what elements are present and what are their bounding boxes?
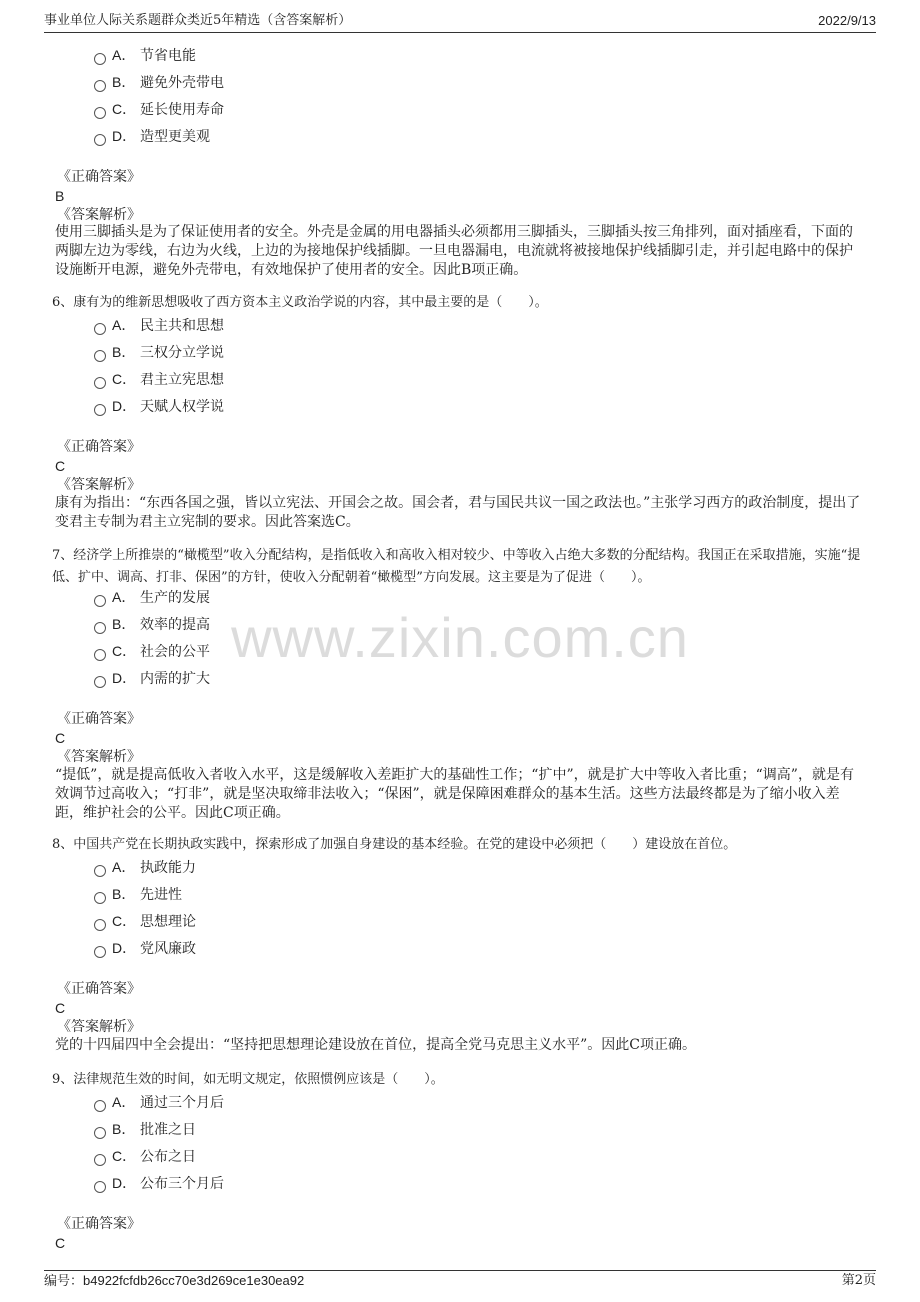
radio-icon[interactable] <box>94 676 106 688</box>
radio-icon[interactable] <box>94 865 106 877</box>
q6-option-d[interactable]: D． 天赋人权学说 <box>94 395 224 417</box>
q8-explain-label: 《答案解析》 <box>57 1019 141 1035</box>
radio-icon[interactable] <box>94 323 106 335</box>
radio-icon[interactable] <box>94 80 106 92</box>
q9-option-a[interactable]: A． 通过三个月后 <box>94 1091 224 1113</box>
q9-stem: 9、法律规范生效的时间，如无明文规定，依照惯例应该是（ ）。 <box>52 1072 444 1087</box>
page-number: 第2页 <box>841 1273 876 1288</box>
q7-explain-label: 《答案解析》 <box>57 749 141 765</box>
q7-option-c[interactable]: C． 社会的公平 <box>94 640 210 662</box>
radio-icon[interactable] <box>94 649 106 661</box>
q7-option-d[interactable]: D． 内需的扩大 <box>94 667 210 689</box>
q5-explanation: 使用三脚插头是为了保证使用者的安全。外壳是金属的用电器插头必须都用三脚插头，三脚插头按三角排列，面对插座看，下面的两脚左边为零线，右边为火线，上边的为接地保护线插脚。一旦电器漏电，电流就将被接地保护线插脚引走，并引起电路中的保护设施断开电源，避免外壳带电，有效地保护了使用者的安全。因此B项正确。 <box>55 224 853 278</box>
radio-icon[interactable] <box>94 1100 106 1112</box>
q8-answer-label: 《正确答案》 <box>57 981 141 997</box>
q7-option-b[interactable]: B． 效率的提高 <box>94 613 210 635</box>
watermark: www.zixin.com.cn <box>231 606 689 669</box>
q9-answer: C <box>55 1235 66 1251</box>
q7-answer: C <box>55 730 66 746</box>
q7-option-a[interactable]: A． 生产的发展 <box>94 586 210 608</box>
q8-option-b[interactable]: B． 先进性 <box>94 883 182 905</box>
page-header <box>44 12 876 33</box>
page-footer <box>44 1270 876 1293</box>
q5-option-a[interactable]: A． 节省电能 <box>94 44 196 66</box>
radio-icon[interactable] <box>94 919 106 931</box>
radio-icon[interactable] <box>94 1181 106 1193</box>
radio-icon[interactable] <box>94 53 106 65</box>
radio-icon[interactable] <box>94 134 106 146</box>
q8-stem: 8、中国共产党在长期执政实践中，探索形成了加强自身建设的基本经验。在党的建设中必须把（ ）建设放在首位。 <box>52 837 737 852</box>
q8-option-a[interactable]: A． 执政能力 <box>94 856 196 878</box>
radio-icon[interactable] <box>94 1154 106 1166</box>
radio-icon[interactable] <box>94 595 106 607</box>
document-code: 编号：b4922fcfdb26cc70e3d269ce1e30ea92 <box>44 1273 305 1289</box>
q7-explanation: “提低”，就是提高低收入者收入水平，这是缓解收入差距扩大的基础性工作；“扩中”，就是扩大中等收入者比重；“调高”，就是有效调节过高收入；“打非”，就是坚决取缔非法收入；“保困”，就是保障困难群众的基本生活。这些方法最终都是为了缩小收入差距，维护社会的公平。因此C项正确。 <box>55 767 854 821</box>
q8-option-d[interactable]: D． 党风廉政 <box>94 937 196 959</box>
document-date: 2022/9/13 <box>818 13 876 28</box>
q5-answer: B <box>55 188 65 204</box>
q6-explanation: 康有为指出：“东西各国之强，皆以立宪法、开国会之故。国会者，君与国民共议一国之政法也。”主张学习西方的政治制度，提出了变君主专制为君主立宪制的要求。因此答案选C。 <box>55 495 861 530</box>
q5-explain-label: 《答案解析》 <box>57 207 141 223</box>
radio-icon[interactable] <box>94 350 106 362</box>
q5-answer-label: 《正确答案》 <box>57 169 141 185</box>
radio-icon[interactable] <box>94 946 106 958</box>
q6-answer: C <box>55 458 66 474</box>
radio-icon[interactable] <box>94 107 106 119</box>
q6-answer-label: 《正确答案》 <box>57 439 141 455</box>
q5-option-d[interactable]: D． 造型更美观 <box>94 125 210 147</box>
q6-option-a[interactable]: A． 民主共和思想 <box>94 314 224 336</box>
q9-option-d[interactable]: D． 公布三个月后 <box>94 1172 224 1194</box>
q6-explain-label: 《答案解析》 <box>57 477 141 493</box>
q8-explanation: 党的十四届四中全会提出：“坚持把思想理论建设放在首位，提高全党马克思主义水平”。因此C项正确。 <box>55 1037 697 1053</box>
radio-icon[interactable] <box>94 377 106 389</box>
q9-option-c[interactable]: C． 公布之日 <box>94 1145 196 1167</box>
radio-icon[interactable] <box>94 1127 106 1139</box>
q5-option-b[interactable]: B． 避免外壳带电 <box>94 71 224 93</box>
q6-stem: 6、康有为的维新思想吸收了西方资本主义政治学说的内容，其中最主要的是（ ）。 <box>52 295 548 310</box>
q9-answer-label: 《正确答案》 <box>57 1216 141 1232</box>
document-title: 事业单位人际关系题群众类近5年精选（含答案解析） <box>44 13 352 28</box>
q8-answer: C <box>55 1000 66 1016</box>
radio-icon[interactable] <box>94 404 106 416</box>
radio-icon[interactable] <box>94 892 106 904</box>
radio-icon[interactable] <box>94 622 106 634</box>
q6-option-b[interactable]: B． 三权分立学说 <box>94 341 224 363</box>
q7-answer-label: 《正确答案》 <box>57 711 141 727</box>
q8-option-c[interactable]: C． 思想理论 <box>94 910 196 932</box>
q5-option-c[interactable]: C． 延长使用寿命 <box>94 98 224 120</box>
q7-stem: 7、经济学上所推崇的“橄榄型”收入分配结构，是指低收入和高收入相对较少、中等收入占绝大多数的分配结构。我国正在采取措施，实施“提低、扩中、调高、打非、保困”的方针，使收入分配朝着“橄榄型”方向发展。这主要是为了促进（ ）。 <box>52 548 861 585</box>
q9-option-b[interactable]: B． 批准之日 <box>94 1118 196 1140</box>
q6-option-c[interactable]: C． 君主立宪思想 <box>94 368 224 390</box>
